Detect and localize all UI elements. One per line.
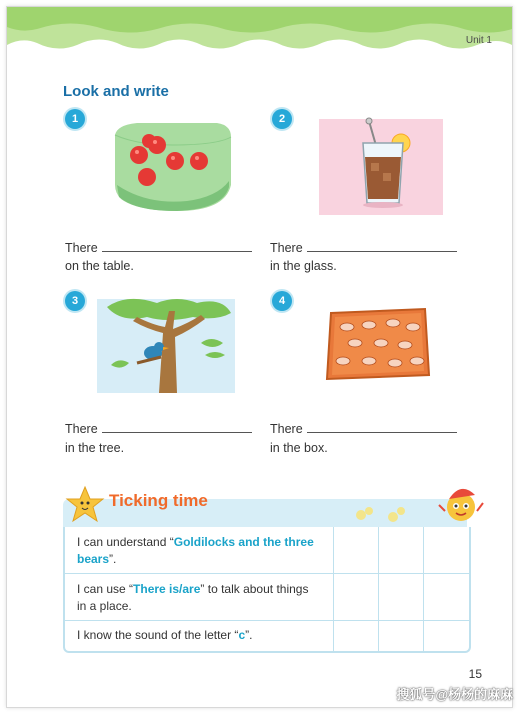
ticking-time-title: Ticking time — [109, 491, 208, 510]
exercise-4-blank[interactable] — [307, 420, 457, 433]
ticking-row-3-highlight: c — [238, 628, 246, 642]
ticking-row-1-post: ”. — [109, 552, 117, 566]
exercise-number-2: 2 — [272, 109, 292, 129]
exercise-number-3: 3 — [65, 291, 85, 311]
exercise-4-line2: in the box. — [270, 441, 328, 455]
ticking-row-3-post: ”. — [245, 628, 253, 642]
unit-label: Unit 1 — [465, 35, 492, 46]
ticking-row-1-pre: I can understand “ — [77, 535, 174, 549]
workbook-page — [6, 6, 513, 708]
ticking-time-section — [63, 485, 473, 655]
section-title: Look and write — [63, 83, 169, 100]
cartoon-mascot-icon — [437, 481, 487, 529]
table-apples-picture — [107, 115, 233, 213]
ticking-row-2-pre: I can use “ — [77, 582, 134, 596]
ticking-row-3-box-1[interactable] — [333, 621, 378, 651]
ticking-row-2-highlight: There is/are — [133, 582, 201, 596]
exercise-2-line2: in the glass. — [270, 259, 337, 273]
juice-glass-picture — [319, 115, 443, 215]
exercise-1-blank[interactable] — [102, 239, 252, 252]
exercise-1-line2: on the table. — [65, 259, 134, 273]
page-number: 15 — [468, 667, 482, 681]
ticking-row-3-pre: I know the sound of the letter “ — [77, 628, 239, 642]
ticking-row-1-text — [65, 527, 333, 573]
exercise-3-line2: in the tree. — [65, 441, 125, 455]
ticking-row-1-box-2[interactable] — [378, 527, 423, 573]
ticking-row-3-text — [65, 621, 333, 651]
ticking-row-1-box-1[interactable] — [333, 527, 378, 573]
watermark: 搜狐号@杨杨的麻麻 — [396, 687, 513, 702]
ticking-row-2-post: ” to talk about things in a place. — [77, 582, 309, 613]
ticking-row-3 — [65, 620, 469, 651]
exercise-number-4: 4 — [272, 291, 292, 311]
ticking-row-2-box-1[interactable] — [333, 574, 378, 620]
ticking-row-2-box-2[interactable] — [378, 574, 423, 620]
exercise-number-1: 1 — [65, 109, 85, 129]
star-mascot-icon — [63, 485, 109, 525]
ticking-row-2-text — [65, 574, 333, 620]
exercise-3-prefix: There — [65, 422, 98, 436]
exercise-2-line1 — [270, 239, 457, 255]
exercise-1-prefix: There — [65, 241, 98, 255]
ticking-row-1-box-3[interactable] — [423, 527, 468, 573]
ticking-row-2-box-3[interactable] — [423, 574, 468, 620]
exercise-3-blank[interactable] — [102, 420, 252, 433]
exercise-3-line1 — [65, 420, 252, 436]
header-band — [7, 7, 512, 51]
candy-box-picture — [325, 307, 431, 383]
exercise-2-prefix: There — [270, 241, 303, 255]
ticking-row-2 — [65, 573, 469, 620]
tree-bird-picture — [97, 293, 235, 393]
ticking-time-table — [63, 527, 471, 653]
exercise-2-blank[interactable] — [307, 239, 457, 252]
exercise-4-prefix: There — [270, 422, 303, 436]
ticking-row-1 — [65, 527, 469, 573]
exercise-1-line1 — [65, 239, 252, 255]
ticking-row-3-box-2[interactable] — [378, 621, 423, 651]
ticking-row-3-box-3[interactable] — [423, 621, 468, 651]
exercise-4-line1 — [270, 420, 457, 436]
ticks-decoration-icon — [353, 505, 413, 527]
ticking-row-1-highlight: Goldilocks and the three bears — [77, 535, 314, 566]
